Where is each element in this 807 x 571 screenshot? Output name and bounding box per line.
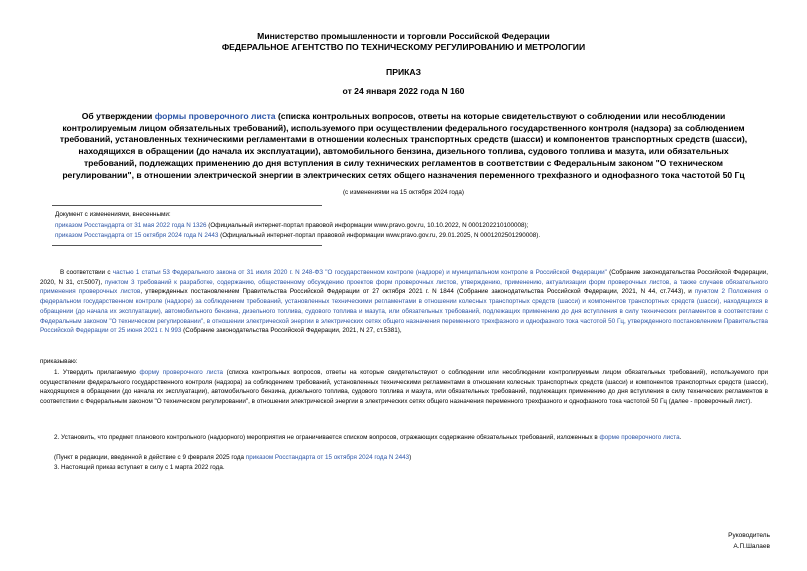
law-248-link[interactable]: частью 1 статьи 53 Федерального закона от 31 июля 2020 г. N 248-ФЗ "О государственном контроле (надзоре) и муниципальном контроле в Российской Федерации" xyxy=(112,269,607,276)
signature-role: Руководитель xyxy=(728,532,770,539)
divider-top xyxy=(52,205,322,206)
text: , утвержденных постановлением Правительства Российской Федерации от 27 октября 2021 г. N 1844 (Собрание законодательства Российской Федерации, 2021, N 44, ст.7443), и xyxy=(140,288,695,296)
document-title xyxy=(52,111,755,181)
amendment-link-2[interactable]: приказом Росстандарта от 15 октября 2024 года N 2443 xyxy=(55,232,219,239)
amendment-link-3[interactable]: приказом Росстандарта от 15 октября 2024 года N 2443 xyxy=(245,454,410,461)
divider-bottom xyxy=(52,245,322,246)
edited-note: (с изменениями на 15 октября 2024 года) xyxy=(342,189,465,196)
text: (Собрание законодательства Российской Федерации, 2021, N 27, ст.5381), xyxy=(181,327,402,335)
amendment-text-1: (Официальный интернет-портал правовой информации www.pravo.gov.ru, 10.10.2022, N 0001202210100008); xyxy=(206,222,529,229)
regulation-link[interactable]: пунктом 2 Положения о федеральном государственном контроле (надзоре) за соблюдением требований, установленных техническими регламентами в отношении колесных транспортных средств (шасси) и компонентов транспортных средств (шасси), находящихся в обращении (до начала их эксплуатации), автомобильного бензина, дизельного топлива, судового топлива и мазута, или обязательных требований, подлежащих применению до дня вступления в силу технических регламентов в соответствии с Федеральным законом "О техническом регулировании", в отношении электрической энергии в электрических сетях общего назначения переменного трехфазного и однофазного тока частотой 50 Гц, утвержденного постановлением Правительства Российской Федерации от 25 июня 2021 г. N 993 xyxy=(40,288,768,335)
text: 2. Установить, что предмет планового контрольного (надзорного) мероприятия не ограничивается списком вопросов, отражающих содержание обязательных требований, изложенных в xyxy=(54,434,600,441)
item-2-edit-note xyxy=(40,453,768,463)
text: (Собрание законодательства Российской Федерации, 2020, N 31, ст.5007), xyxy=(40,269,769,286)
requirements-link[interactable]: пунктом 3 требований к разработке, содержанию, общественному обсуждению проектов форм проверочных листов, утверждению, применению, актуализации форм проверочных листов, а также случаев обязательного применения проверочных листов xyxy=(40,278,768,296)
amendment-link-1[interactable]: приказом Росстандарта от 31 мая 2022 года N 1326 xyxy=(55,222,207,229)
title-rest: (списка контрольных вопросов, ответы на которые свидетельствуют о соблюдении или несоблюдении контролируемым лицом обязательных требований), используемого при осуществлении федерального государственного контроля (надзора) за соблюдением требований, установленных техническими регламентами в отношении колесных транспортных средств (шасси) и компонентов транспортных средств (шасси), находящихся в обращении (до начала их эксплуатации), автомобильного бензина, дизельного топлива, судового топлива и мазута, или обязательных требований, подлежащих применению до дня вступления в силу технических регламентов в соответствии с Федеральным законом "О техническом регулировании", в отношении электрической энергии в электрических сетях общего назначения переменного трехфазного и однофазного тока частотой 50 Гц xyxy=(59,111,748,180)
document-date: от 24 января 2022 года N 160 xyxy=(342,86,465,96)
amendments-heading: Документ с изменениями, внесенными: xyxy=(55,211,171,218)
title-form-link[interactable]: формы проверочного листа xyxy=(154,111,276,121)
item-3-paragraph: 3. Настоящий приказ вступает в силу с 1 марта 2022 года. xyxy=(54,464,225,471)
preamble-paragraph xyxy=(40,268,768,336)
amendment-item xyxy=(55,221,775,231)
signature-name: А.П.Шалаев xyxy=(733,543,770,550)
item-1-paragraph xyxy=(40,368,768,407)
text: (Пункт в редакции, введенной в действие с 9 февраля 2025 года xyxy=(54,454,246,461)
text: . xyxy=(679,434,682,441)
amendment-item xyxy=(55,231,775,241)
orders-line: приказываю: xyxy=(40,358,78,365)
form-link[interactable]: форму проверочного листа xyxy=(139,369,224,376)
amendment-text-2: (Официальный интернет-портал правовой информации www.pravo.gov.ru, 29.01.2025, N 0001202501290008). xyxy=(218,232,541,239)
form-link-2[interactable]: форме проверочного листа xyxy=(599,434,680,441)
text: ) xyxy=(409,454,412,461)
text: В соответствии с xyxy=(60,269,113,276)
title-prefix: Об утверждении xyxy=(81,111,155,121)
document-type: ПРИКАЗ xyxy=(386,67,421,77)
agency-name: ФЕДЕРАЛЬНОЕ АГЕНТСТВО ПО ТЕХНИЧЕСКОМУ РЕГУЛИРОВАНИЮ И МЕТРОЛОГИИ xyxy=(221,42,586,52)
ministry-name: Министерство промышленности и торговли Российской Федерации xyxy=(257,31,550,41)
text: (списка контрольных вопросов, ответы на которые свидетельствуют о соблюдении или несоблюдении контролируемым лицом обязательных требований), используемого при осуществлении федерального государственного контроля (надзора) за соблюдением требований, установленных техническими регламентами в отношении колесных транспортных средств (шасси) и компонентов транспортных средств (шасси), находящихся в обращении (до начала их эксплуатации), автомобильного бензина, дизельного топлива, судового топлива и мазута, или обязательных требований, подлежащих применению до дня вступления в силу технических регламентов в соответствии с Федеральным законом "О техническом регулировании", в отношении электрической энергии в электрических сетях общего назначения переменного трехфазного и однофазного тока частотой 50 Гц (далее - проверочный лист). xyxy=(40,369,768,406)
item-2-paragraph xyxy=(40,433,768,443)
text: 1. Утвердить прилагаемую xyxy=(54,369,140,376)
